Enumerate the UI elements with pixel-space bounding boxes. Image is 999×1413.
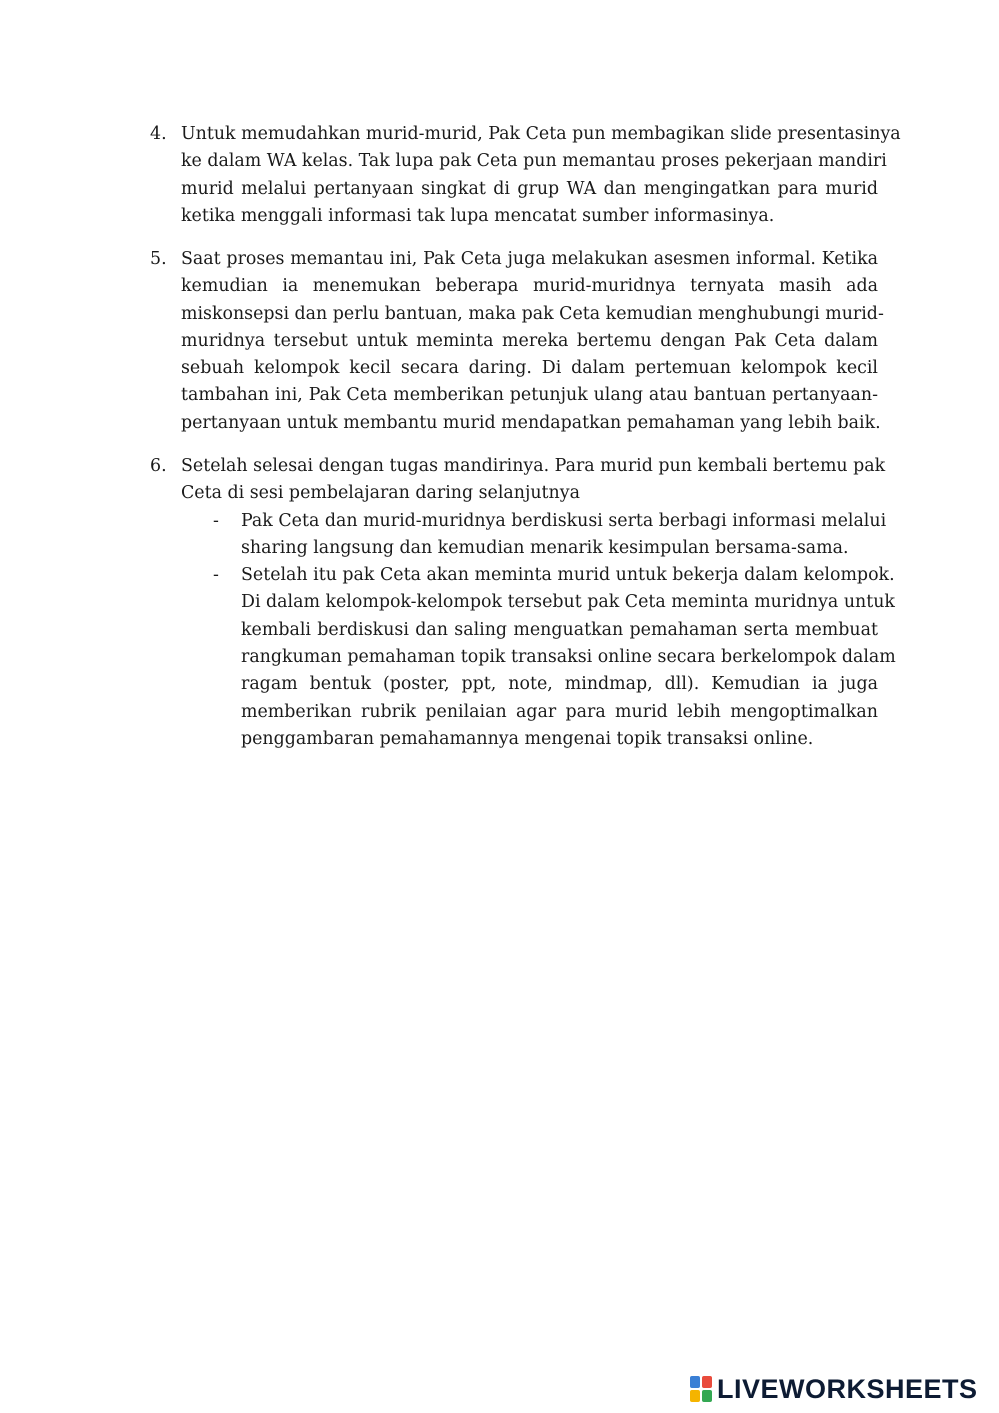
list-item-4 [150,121,901,230]
text-line: miskonsepsi dan perlu bantuan, maka pak Ceta kemudian menghubungi murid- [181,303,884,324]
text-line: ketika menggali informasi tak lupa mencatat sumber informasinya. [181,205,775,226]
text-line: Ceta di sesi pembelajaran daring selanjutnya [181,483,580,504]
bullet-marker: - [213,565,219,586]
bullet-item-2 [213,562,896,753]
text-line: Saat proses memantau ini, Pak Ceta juga melakukan asesmen informal. Ketika [181,249,878,269]
liveworksheets-logo-icon [690,1376,712,1402]
text-line: kembali berdiskusi dan saling menguatkan pemahaman serta membuat [241,619,878,640]
logo-tile [690,1376,700,1388]
text-line: Untuk memudahkan murid-murid, Pak Ceta pun membagikan slide presentasinya [181,124,901,144]
brand-wordmark: LIVEWORKSHEETS [717,1373,978,1404]
text-line: muridnya tersebut untuk meminta mereka bertemu dengan Pak Ceta dalam [181,330,878,351]
text-line: Setelah itu pak Ceta akan meminta murid untuk bekerja dalam kelompok. [241,565,895,586]
text-line: tambahan ini, Pak Ceta memberikan petunjuk ulang atau bantuan pertanyaan- [181,385,878,406]
text-line: ragam bentuk (poster, ppt, note, mindmap, dll). Kemudian ia juga [241,674,878,695]
bullet-marker: - [213,510,219,531]
text-line: Pak Ceta dan murid-muridnya berdiskusi serta berbagi informasi melalui [241,510,887,531]
logo-tile [690,1390,700,1402]
text-line: murid melalui pertanyaan singkat di grup WA dan mengingatkan para murid [181,178,878,199]
item-text [181,121,901,230]
text-line: pertanyaan untuk membantu murid mendapatkan pemahaman yang lebih baik. [181,412,881,433]
bullet-item-1 [213,508,887,563]
item-text [181,246,884,437]
item-number: 4. [150,124,167,144]
liveworksheets-brand[interactable] [690,1372,978,1406]
item-number: 5. [150,249,167,269]
text-line: kemudian ia menemukan beberapa murid-muridnya ternyata masih ada [181,276,878,297]
logo-tile [702,1376,712,1388]
text-line: penggambaran pemahamannya mengenai topik transaksi online. [241,728,814,749]
item-number: 6. [150,456,167,476]
text-line: memberikan rubrik penilaian agar para murid lebih mengoptimalkan [241,701,878,722]
logo-tile [702,1390,712,1402]
text-line: sebuah kelompok kecil secara daring. Di dalam pertemuan kelompok kecil [181,358,878,379]
text-line: rangkuman pemahaman topik transaksi online secara berkelompok dalam [241,647,896,668]
list-item-5 [150,246,884,437]
text-line: ke dalam WA kelas. Tak lupa pak Ceta pun memantau proses pekerjaan mandiri [181,151,887,172]
list-item-6 [150,453,896,753]
item-text [181,453,886,508]
text-line: Di dalam kelompok-kelompok tersebut pak Ceta meminta muridnya untuk [241,592,895,613]
text-line: sharing langsung dan kemudian menarik kesimpulan bersama-sama. [241,537,849,558]
text-line: Setelah selesai dengan tugas mandirinya. Para murid pun kembali bertemu pak [181,456,886,476]
